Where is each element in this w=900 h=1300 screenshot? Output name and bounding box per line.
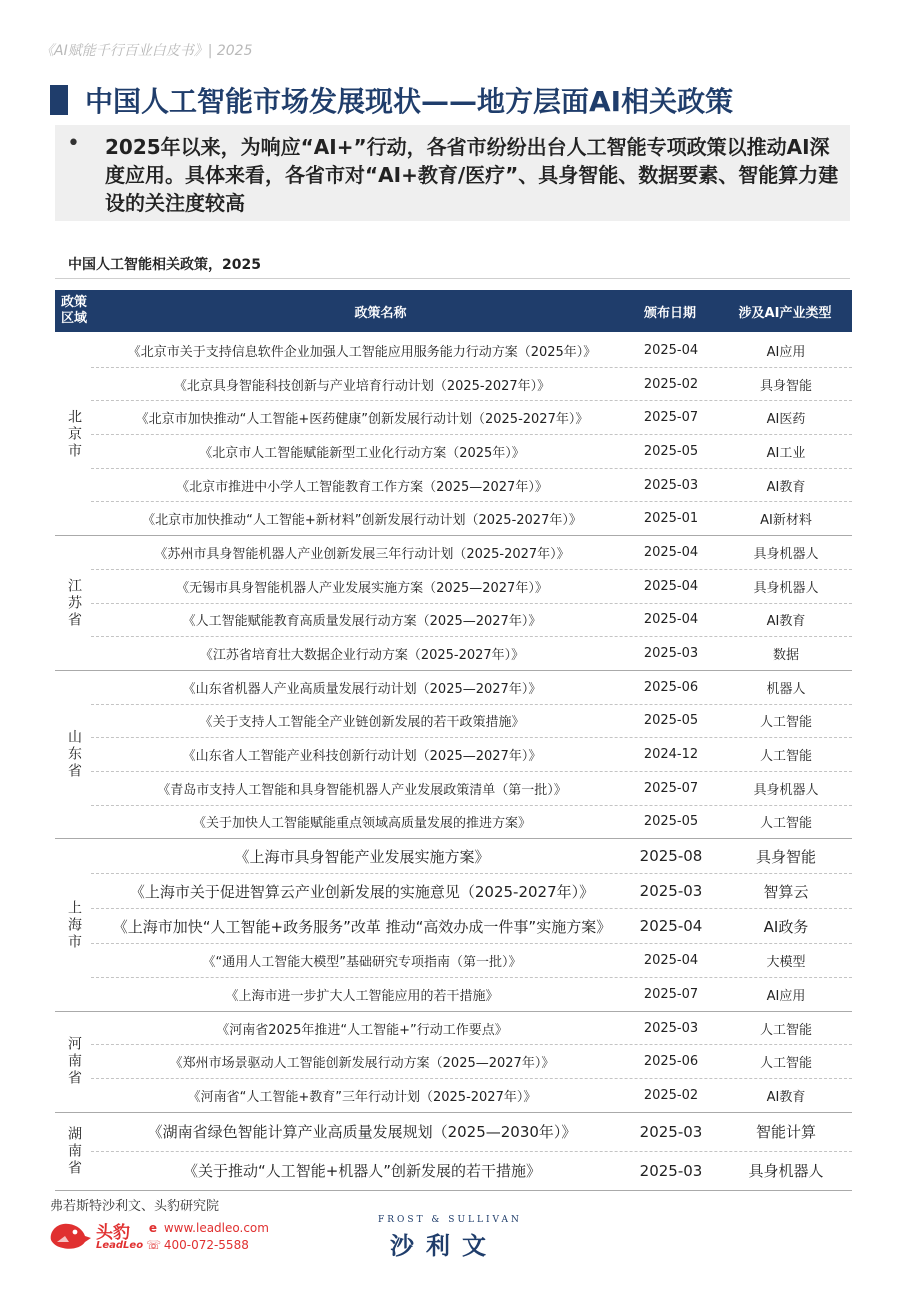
table-row — [91, 908, 852, 943]
policy-date-cell: 2024-12 — [643, 747, 699, 763]
policy-name-cell: 《青岛市支持人工智能和具身智能机器人产业发展政策清单（第一批）》 — [157, 782, 567, 798]
table-row — [91, 943, 852, 977]
table-row — [91, 771, 852, 805]
phone-icon: ☏ — [146, 1238, 162, 1252]
policy-type-cell: AI教育 — [766, 614, 806, 630]
region-group — [55, 839, 852, 1011]
policy-date-cell: 2025-03 — [639, 882, 703, 901]
policy-type-cell: 人工智能 — [759, 1022, 812, 1038]
policy-type-cell: 具身机器人 — [753, 580, 819, 596]
policy-date-cell: 2025-07 — [643, 986, 699, 1002]
policy-type-cell: 具身机器人 — [753, 782, 819, 798]
region-group — [55, 536, 852, 671]
page-title: 中国人工智能市场发展现状——地方层面AI相关政策 — [85, 85, 734, 118]
policy-type-cell: 智算云 — [763, 882, 809, 901]
source-note: 弗若斯特沙利文、头豹研究院 — [50, 1199, 220, 1214]
table-row — [91, 1078, 852, 1112]
region-label: 河南省 — [66, 1036, 82, 1088]
policy-type-cell: AI教育 — [766, 1089, 806, 1105]
policy-name-cell: 《北京具身智能科技创新与产业培育行动计划（2025-2027年）》 — [173, 378, 551, 394]
policy-name-cell: 《山东省人工智能产业科技创新行动计划（2025—2027年）》 — [182, 749, 542, 765]
policy-name-cell: 《人工智能赋能教育高质量发展行动方案（2025—2027年）》 — [182, 614, 542, 630]
policy-type-cell: AI教育 — [766, 479, 806, 495]
table-row — [91, 1151, 852, 1190]
policy-date-cell: 2025-04 — [643, 342, 699, 358]
policy-type-cell: 人工智能 — [759, 1056, 812, 1072]
table-caption: 中国人工智能相关政策，2025 — [68, 257, 261, 273]
table-row — [91, 977, 852, 1011]
policy-date-cell: 2025-04 — [643, 578, 699, 594]
bullet-icon: • — [67, 131, 80, 156]
table-header — [55, 290, 852, 332]
table-row — [91, 1113, 852, 1151]
table-row — [91, 334, 852, 367]
header-date: 颁布日期 — [643, 305, 696, 321]
policy-name-cell: 《上海市关于促进智算云产业创新发展的实施意见（2025-2027年）》 — [129, 882, 595, 901]
table-row — [91, 737, 852, 771]
frost-sullivan-logo-en: FROST & SULLIVAN — [378, 1215, 522, 1225]
policy-date-cell: 2025-04 — [639, 917, 703, 936]
policy-date-cell: 2025-06 — [643, 679, 699, 695]
region-label: 江苏省 — [66, 577, 82, 629]
policy-date-cell: 2025-04 — [643, 953, 699, 969]
table-row — [91, 704, 852, 738]
table-row — [91, 501, 852, 535]
policy-name-cell: 《关于推动“人工智能+机器人”创新发展的若干措施》 — [182, 1162, 542, 1181]
caption-divider — [55, 278, 850, 279]
policy-name-cell: 《上海市具身智能产业发展实施方案》 — [234, 847, 490, 866]
leadleo-logo-en: LeadLeo — [96, 1240, 144, 1251]
table-row — [91, 400, 852, 434]
policy-name-cell: 《北京市加快推动“人工智能+医药健康”创新发展行动计划（2025-2027年）》 — [135, 412, 589, 428]
policy-type-cell: 机器人 — [766, 681, 806, 697]
policy-type-cell: AI工业 — [766, 445, 806, 461]
policy-name-cell: 《北京市关于支持信息软件企业加强人工智能应用服务能力行动方案（2025年）》 — [127, 344, 597, 360]
policy-name-cell: 《北京市人工智能赋能新型工业化行动方案（2025年）》 — [199, 445, 525, 461]
policy-type-cell: 具身智能 — [755, 847, 816, 866]
leadleo-logo-cn: 头豹 — [96, 1223, 130, 1243]
table-row — [91, 839, 852, 873]
policy-name-cell: 《上海市加快“人工智能+政务服务”改革 推动“高效办成一件事”实施方案》 — [112, 917, 612, 936]
policy-type-cell: AI应用 — [766, 344, 806, 360]
region-group — [55, 671, 852, 839]
table-row — [91, 873, 852, 908]
header-type: 涉及AI产业类型 — [738, 305, 832, 321]
table-row — [91, 1044, 852, 1078]
policy-type-cell: AI新材料 — [760, 513, 812, 529]
contact-info — [146, 1220, 269, 1254]
policy-type-cell: 数据 — [772, 648, 799, 664]
header-name: 政策名称 — [354, 305, 407, 321]
policy-type-cell: 人工智能 — [759, 749, 812, 765]
table-row — [91, 636, 852, 670]
policy-date-cell: 2025-05 — [643, 814, 699, 830]
table-row — [91, 1012, 852, 1045]
policy-date-cell: 2025-08 — [639, 847, 703, 866]
table-row — [91, 569, 852, 603]
policy-date-cell: 2025-05 — [643, 443, 699, 459]
policy-type-cell: 大模型 — [766, 955, 806, 971]
frost-sullivan-logo-cn: 沙利文 — [390, 1232, 498, 1260]
policy-name-cell: 《河南省2025年推进“人工智能+”行动工作要点》 — [216, 1022, 508, 1038]
policy-name-cell: 《山东省机器人产业高质量发展行动计划（2025—2027年）》 — [182, 681, 542, 697]
policy-date-cell: 2025-03 — [643, 477, 699, 493]
policy-name-cell: 《江苏省培育壮大数据企业行动方案（2025-2027年）》 — [199, 648, 525, 664]
policy-date-cell: 2025-01 — [643, 511, 699, 527]
policy-date-cell: 2025-03 — [643, 646, 699, 662]
policy-name-cell: 《北京市推进中小学人工智能教育工作方案（2025—2027年）》 — [176, 479, 548, 495]
website-link[interactable]: www.leadleo.com — [163, 1221, 269, 1235]
table-row — [91, 367, 852, 401]
policy-type-cell: 人工智能 — [759, 715, 812, 731]
policy-name-cell: 《郑州市场景驱动人工智能创新发展行动方案（2025—2027年）》 — [169, 1056, 555, 1072]
policy-date-cell: 2025-02 — [643, 376, 699, 392]
header-tag: 《AI赋能千行百业白皮书》| 2025 — [40, 43, 253, 59]
policy-type-cell: 具身智能 — [759, 378, 812, 394]
policy-type-cell: 具身机器人 — [753, 546, 819, 562]
leadleo-logo-icon — [45, 1218, 93, 1252]
policy-date-cell: 2025-04 — [643, 612, 699, 628]
policy-type-cell: 智能计算 — [755, 1123, 816, 1142]
policy-name-cell: 《“通用人工智能大模型”基础研究专项指南（第一批）》 — [202, 955, 522, 971]
policy-name-cell: 《苏州市具身智能机器人产业创新发展三年行动计划（2025-2027年）》 — [154, 546, 570, 562]
policy-date-cell: 2025-04 — [643, 544, 699, 560]
web-icon: e — [148, 1221, 158, 1235]
policy-date-cell: 2025-05 — [643, 713, 699, 729]
region-label: 山东省 — [66, 729, 82, 781]
policy-date-cell: 2025-02 — [643, 1087, 699, 1103]
table-row — [91, 468, 852, 502]
table-row — [91, 671, 852, 704]
policy-date-cell: 2025-07 — [643, 410, 699, 426]
title-accent-bar — [50, 85, 68, 115]
region-group — [55, 1113, 852, 1191]
policy-type-cell: 具身机器人 — [748, 1162, 824, 1181]
summary-box — [55, 125, 850, 221]
policy-name-cell: 《无锡市具身智能机器人产业发展实施方案（2025—2027年）》 — [176, 580, 548, 596]
region-group — [55, 334, 852, 536]
table-row — [91, 434, 852, 468]
region-label: 上海市 — [66, 899, 82, 951]
phone-number: 400-072-5588 — [163, 1238, 249, 1252]
policy-date-cell: 2025-03 — [639, 1122, 703, 1141]
policy-type-cell: AI政务 — [763, 917, 809, 936]
policy-name-cell: 《关于支持人工智能全产业链创新发展的若干政策措施》 — [199, 715, 525, 731]
policy-type-cell: 人工智能 — [759, 816, 812, 832]
policy-date-cell: 2025-03 — [639, 1161, 703, 1180]
table-row — [91, 805, 852, 839]
policy-name-cell: 《湖南省绿色智能计算产业高质量发展规划（2025—2030年）》 — [147, 1123, 577, 1142]
policy-name-cell: 《关于加快人工智能赋能重点领域高质量发展的推进方案》 — [192, 816, 531, 832]
policy-date-cell: 2025-07 — [643, 780, 699, 796]
summary-text: 2025年以来，为响应“AI+”行动，各省市纷纷出台人工智能专项政策以推动AI深度应用。具体来看，各省市对“AI+教育/医疗”、具身智能、数据要素、智能算力建设的关注度较高 — [105, 135, 839, 215]
table-row — [91, 536, 852, 569]
header-region: 政策区域 — [60, 295, 87, 326]
region-group — [55, 1012, 852, 1113]
policy-date-cell: 2025-06 — [643, 1054, 699, 1070]
policy-type-cell: AI医药 — [766, 412, 806, 428]
policy-name-cell: 《上海市进一步扩大人工智能应用的若干措施》 — [225, 988, 499, 1004]
policy-table-body — [55, 334, 852, 1191]
table-row — [91, 603, 852, 637]
policy-name-cell: 《北京市加快推动“人工智能+新材料”创新发展行动计划（2025-2027年）》 — [142, 513, 582, 529]
policy-name-cell: 《河南省“人工智能+教育”三年行动计划（2025-2027年）》 — [187, 1089, 537, 1105]
policy-date-cell: 2025-03 — [643, 1020, 699, 1036]
policy-type-cell: AI应用 — [766, 988, 806, 1004]
region-label: 北京市 — [66, 409, 82, 461]
region-label: 湖南省 — [66, 1125, 82, 1177]
